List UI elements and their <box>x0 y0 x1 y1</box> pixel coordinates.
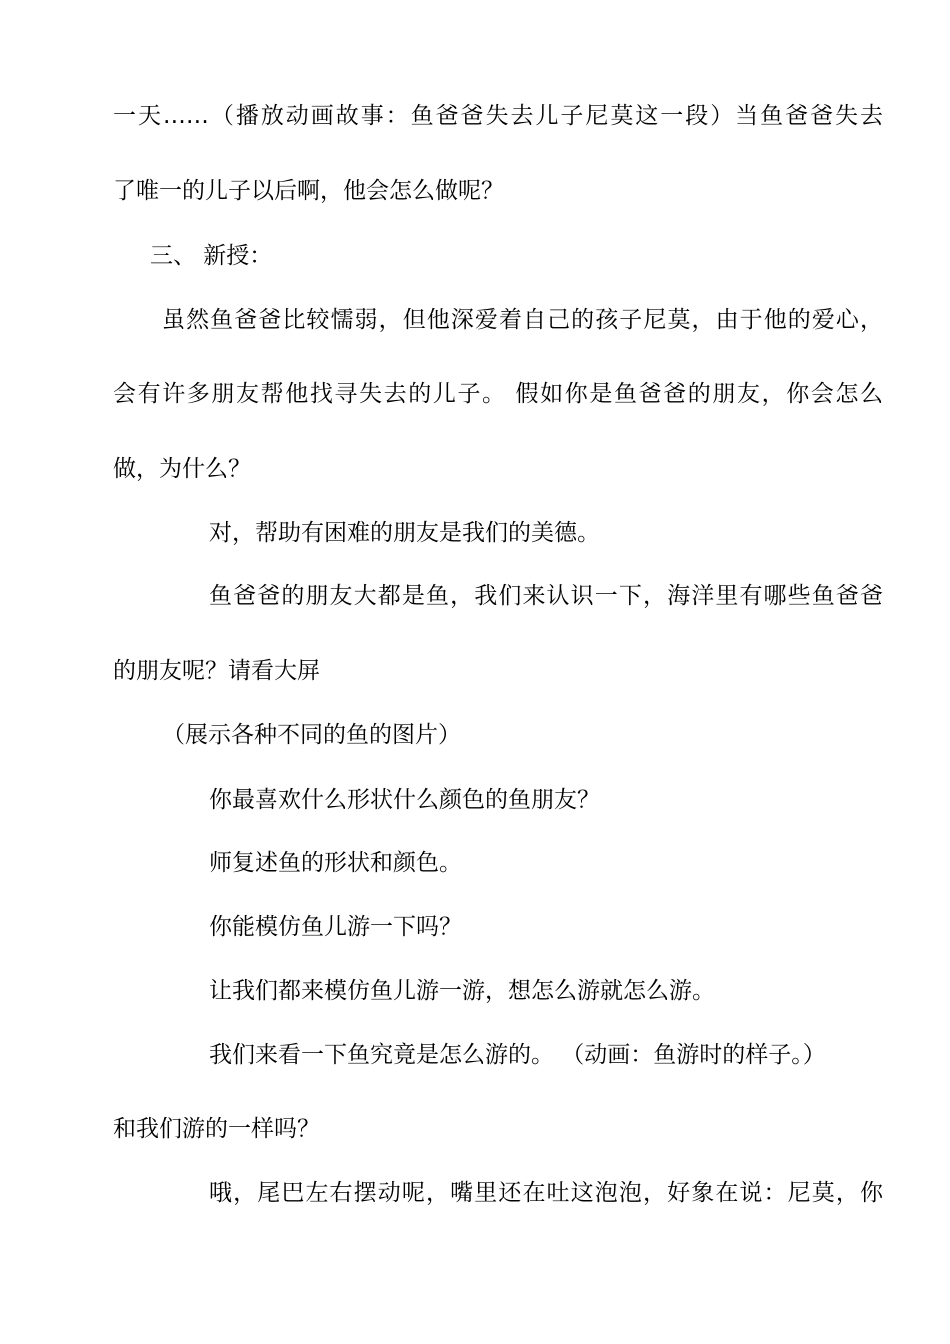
text-line: 哦，尾巴左右摆动呢，嘴里还在吐这泡泡，好象在说：尼莫，你 <box>209 1180 883 1206</box>
text-line: 你能模仿鱼儿游一下吗？ <box>209 914 462 940</box>
text-line: 你最喜欢什么形状什么颜色的鱼朋友？ <box>209 787 600 813</box>
text-line: 做，为什么？ <box>113 456 251 482</box>
text-line: 虽然鱼爸爸比较懦弱，但他深爱着自己的孩子尼莫，由于他的爱心， <box>162 307 883 333</box>
section-heading: 三、 新授： <box>150 243 273 269</box>
text-line: 我们来看一下鱼究竟是怎么游的。 （动画：鱼游时的样子。） <box>209 1042 826 1068</box>
text-line: 一天……（播放动画故事：鱼爸爸失去儿子尼莫这一段）当鱼爸爸失去 <box>113 103 883 129</box>
text-line: 让我们都来模仿鱼儿游一游，想怎么游就怎么游。 <box>209 978 715 1004</box>
text-line: 和我们游的一样吗？ <box>113 1116 320 1142</box>
text-line: 师复述鱼的形状和颜色。 <box>209 850 462 876</box>
text-line: （展示各种不同的鱼的图片） <box>162 722 461 748</box>
text-line: 了唯一的儿子以后啊，他会怎么做呢？ <box>113 178 504 204</box>
text-line: 的朋友呢？请看大屏 <box>113 658 320 684</box>
text-line: 会有许多朋友帮他找寻失去的儿子。 假如你是鱼爸爸的朋友，你会怎么 <box>113 381 883 407</box>
text-line: 鱼爸爸的朋友大都是鱼，我们来认识一下，海洋里有哪些鱼爸爸 <box>209 583 883 609</box>
text-line: 对，帮助有困难的朋友是我们的美德。 <box>209 520 600 546</box>
